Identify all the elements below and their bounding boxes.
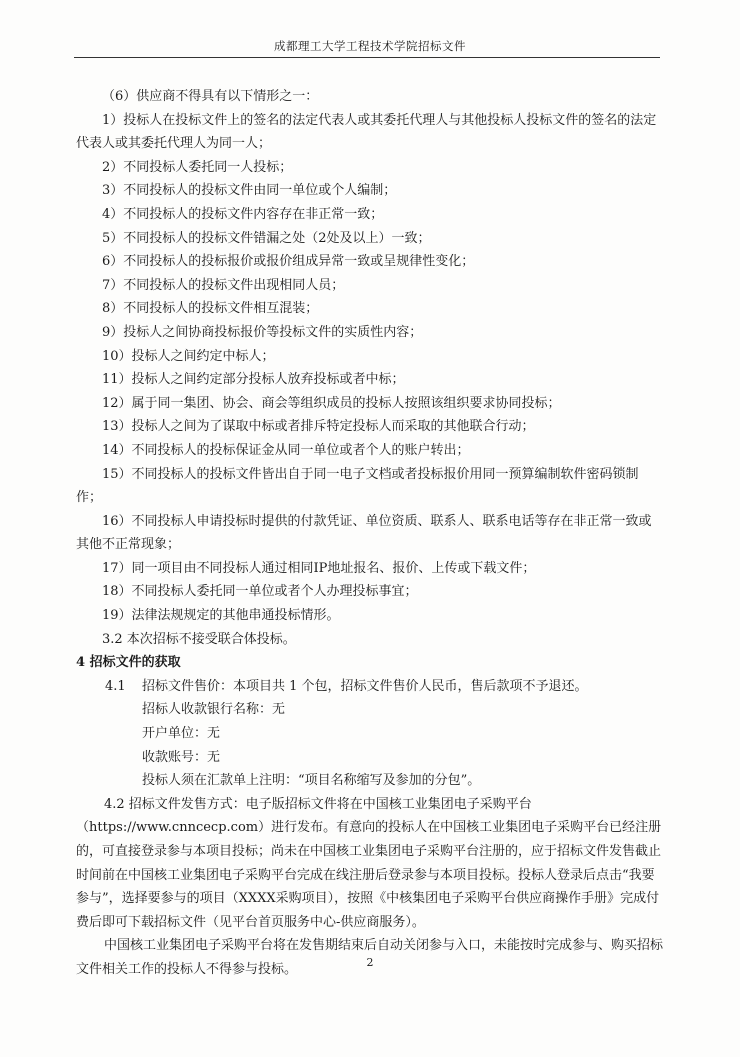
- clause-item-11: 11）投标人之间约定部分投标人放弃投标或者中标；: [102, 372, 405, 388]
- section-6-intro: （6）供应商不得具有以下情形之一：: [102, 89, 319, 104]
- clause-3-2: 3.2 本次招标不接受联合体投标。: [102, 631, 296, 647]
- clause-item-7: 7）不同投标人的投标文件出现相同人员；: [102, 277, 345, 293]
- clause-item-12: 12）属于同一集团、协会、商会等组织成员的投标人按照该组织要求协同投标；: [102, 395, 561, 411]
- closing-paragraph: 中国核工业集团电子采购平台将在发售期结束后自动关闭参与入口，未能按时完成参与、购买招标文件相关工作的投标人不得参与投标。: [76, 938, 664, 977]
- clause-item-6: 6）不同投标人的投标报价或报价组成异常一致或呈规律性变化；: [102, 254, 475, 270]
- clause-item-3: 3）不同投标人的投标文件由同一单位或个人编制；: [102, 183, 397, 199]
- clause-4-1-price-text: 招标文件售价：本项目共 1 个包，招标文件售价人民币，售后款项不予退还。: [142, 678, 588, 694]
- clause-item-4: 4）不同投标人的投标文件内容存在非正常一致；: [102, 206, 384, 222]
- clause-item-1: 1）投标人在投标文件上的签名的法定代表人或其委托代理人与其他投标人投标文件的签名的法定代表人或其委托代理人为同一人；: [76, 112, 657, 152]
- clause-item-14: 14）不同投标人的投标保证金从同一单位或者个人的账户转出；: [102, 442, 470, 458]
- clause-item-9: 9）投标人之间协商投标报价等投标文件的实质性内容；: [102, 324, 423, 340]
- clause-item-13: 13）投标人之间为了谋取中标或者排斥特定投标人而采取的其他联合行动；: [102, 419, 535, 435]
- page-header: 成都理工大学工程技术学院招标文件: [274, 39, 466, 53]
- clause-item-16: 16）不同投标人申请投标时提供的付款凭证、单位资质、联系人、联系电话等存在非正常一致或其他不正常现象；: [76, 513, 652, 553]
- page-body: [76, 85, 664, 982]
- clause-4-1-note: 投标人须在汇款单上注明：“项目名称缩写及参加的分包”。: [142, 773, 481, 789]
- clause-item-15: 15）不同投标人的投标文件皆出自于同一电子文档或者投标报价用同一预算编制软件密码锁制作；: [76, 466, 639, 506]
- clause-4-1-number: 4.1: [105, 678, 126, 694]
- header-divider: [74, 57, 660, 58]
- clause-4-1-bank: 招标人收款银行名称：无: [142, 702, 286, 718]
- clause-4-1-price: [76, 675, 664, 699]
- clause-4-1-account-unit: 开户单位：无: [142, 726, 221, 742]
- clause-item-17: 17）同一项目由不同投标人通过相同IP地址报名、报价、上传或下载文件；: [102, 560, 536, 576]
- section-4-heading: 4 招标文件的获取: [76, 655, 181, 671]
- clause-4-2: 4.2 招标文件发售方式：电子版招标文件将在中国核工业集团电子采购平台（https://www.cnncecp.com）进行发布。有意向的投标人在中国核工业集团电子采购平台已经注册的，可直接登录参与本项目投标；尚未在中国核工业集团电子采购平台注册的，应于招标文件发售截止时间前在中国核工业集团电子采购平台完成在线注册后登录参与本项目投标。投标人登录后点击“我要参与”，选择要参与的项目（XXXX采购项目），按照《中核集团电子采购平台供应商操作手册》完成付费后即可下载招标文件（见平台首页服务中心-供应商服务）。: [76, 796, 662, 930]
- clause-item-10: 10）投标人之间约定中标人；: [102, 348, 275, 364]
- clause-item-8: 8）不同投标人的投标文件相互混装；: [102, 301, 319, 317]
- clause-item-2: 2）不同投标人委托同一人投标；: [102, 159, 293, 175]
- clause-item-18: 18）不同投标人委托同一单位或者个人办理投标事宜；: [102, 584, 418, 600]
- page-number: 2: [366, 956, 374, 969]
- clause-item-5: 5）不同投标人的投标文件错漏之处（2处及以上）一致；: [102, 230, 431, 246]
- clause-4-1-account-no: 收款账号：无: [142, 749, 221, 765]
- clause-item-19: 19）法律法规规定的其他串通投标情形。: [102, 608, 340, 624]
